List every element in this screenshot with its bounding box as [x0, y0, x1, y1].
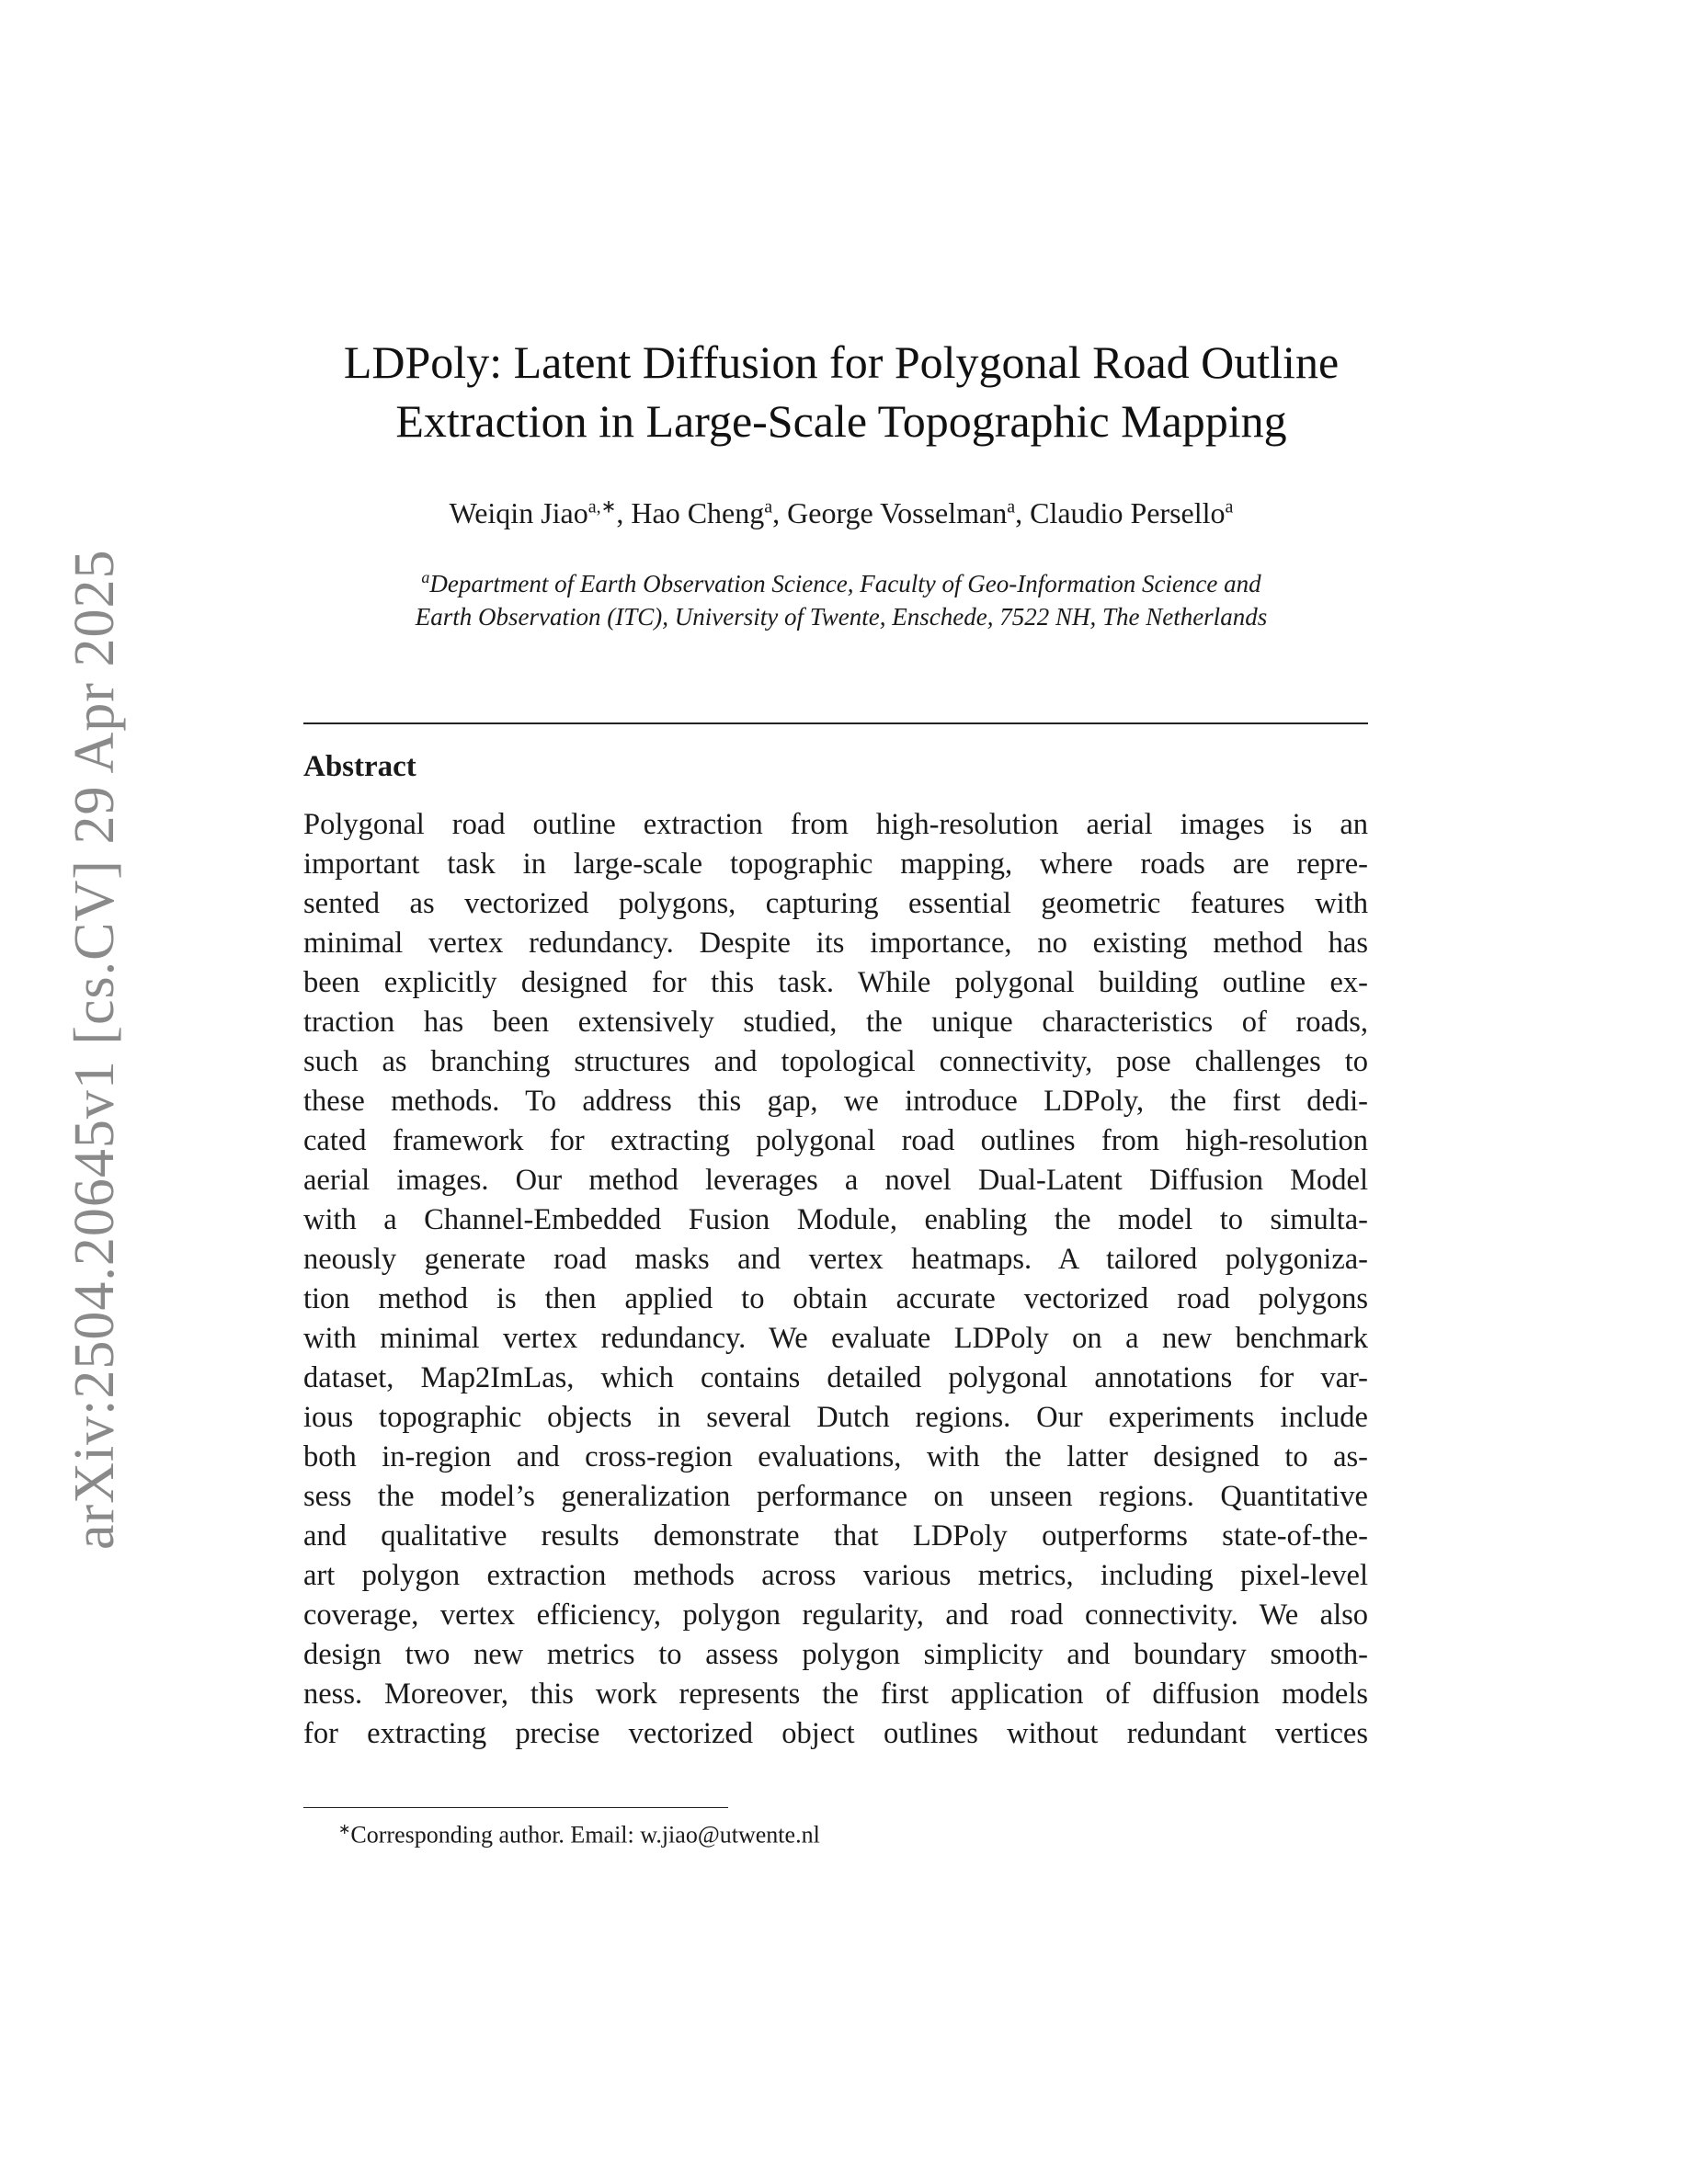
affiliation-line-1: $^a$Department of Earth Observation Science, Faculty of Geo-Information Science and: [421, 568, 1261, 597]
affiliation: [303, 561, 1379, 633]
footnote: ∗Corresponding author. Email: w.jiao@utwente.nl: [338, 1821, 820, 1848]
abstract-line: for extracting precise vectorized object outlines without redundant vertices: [303, 1717, 1368, 1750]
abstract-heading: Abstract: [303, 750, 416, 783]
affiliation-line-2: Earth Observation (ITC), University of Twente, Enschede, 7522 NH, The Netherlands: [415, 603, 1268, 631]
abstract-line: coverage, vertex efficiency, polygon regularity, and road connectivity. We also: [303, 1598, 1368, 1632]
paper-title-line-2: Extraction in Large-Scale Topographic Mapping: [395, 395, 1287, 447]
header-divider: [303, 722, 1368, 724]
abstract-line: Polygonal road outline extraction from high-resolution aerial images is an: [303, 808, 1368, 841]
paper-title: [303, 333, 1379, 450]
abstract-line: cated framework for extracting polygonal road outlines from high-resolution: [303, 1124, 1368, 1157]
abstract-line: ious topographic objects in several Dutch regions. Our experiments include: [303, 1401, 1368, 1434]
abstract-line: both in-region and cross-region evaluations, with the latter designed to as-: [303, 1440, 1368, 1473]
abstract-line: traction has been extensively studied, the unique characteristics of roads,: [303, 1006, 1368, 1039]
abstract-line: tion method is then applied to obtain accurate vectorized road polygons: [303, 1282, 1368, 1315]
abstract-line: minimal vertex redundancy. Despite its importance, no existing method has: [303, 927, 1368, 960]
abstract-line: and qualitative results demonstrate that LDPoly outperforms state-of-the-: [303, 1519, 1368, 1553]
arxiv-identifier-stamp: arXiv:2504.20645v1 [cs.CV] 29 Apr 2025: [63, 549, 126, 1550]
author: George Vosselman$^a$,: [787, 495, 1031, 529]
abstract-line: sented as vectorized polygons, capturing essential geometric features with: [303, 887, 1368, 920]
abstract-line: aerial images. Our method leverages a novel Dual-Latent Diffusion Model: [303, 1164, 1368, 1197]
abstract-line: with a Channel-Embedded Fusion Module, enabling the model to simulta-: [303, 1203, 1368, 1236]
abstract-line: ness. Moreover, this work represents the first application of diffusion models: [303, 1678, 1368, 1711]
author: Weiqin Jiao$^{a,∗}$,: [449, 495, 632, 529]
abstract-line: design two new metrics to assess polygon simplicity and boundary smooth-: [303, 1638, 1368, 1671]
abstract-line: with minimal vertex redundancy. We evaluate LDPoly on a new benchmark: [303, 1322, 1368, 1355]
footnote-divider: [303, 1807, 728, 1808]
abstract-line: neously generate road masks and vertex heatmaps. A tailored polygoniza-: [303, 1243, 1368, 1276]
author-list: [303, 495, 1379, 530]
abstract-line: important task in large-scale topographic mapping, where roads are repre-: [303, 847, 1368, 881]
abstract-line: sess the model’s generalization performance on unseen regions. Quantitative: [303, 1480, 1368, 1513]
abstract-line: such as branching structures and topological connectivity, pose challenges to: [303, 1045, 1368, 1078]
author: Hao Cheng$^a$,: [631, 495, 788, 529]
abstract-body: [303, 805, 1368, 1754]
abstract-line: art polygon extraction methods across various metrics, including pixel-level: [303, 1559, 1368, 1592]
abstract-line: dataset, Map2ImLas, which contains detailed polygonal annotations for var-: [303, 1361, 1368, 1394]
abstract-line: been explicitly designed for this task. While polygonal building outline ex-: [303, 966, 1368, 999]
abstract-line: these methods. To address this gap, we introduce LDPoly, the first dedi-: [303, 1085, 1368, 1118]
author: Claudio Persello$^a$: [1030, 495, 1234, 529]
paper-title-line-1: LDPoly: Latent Diffusion for Polygonal Road Outline: [343, 336, 1340, 388]
